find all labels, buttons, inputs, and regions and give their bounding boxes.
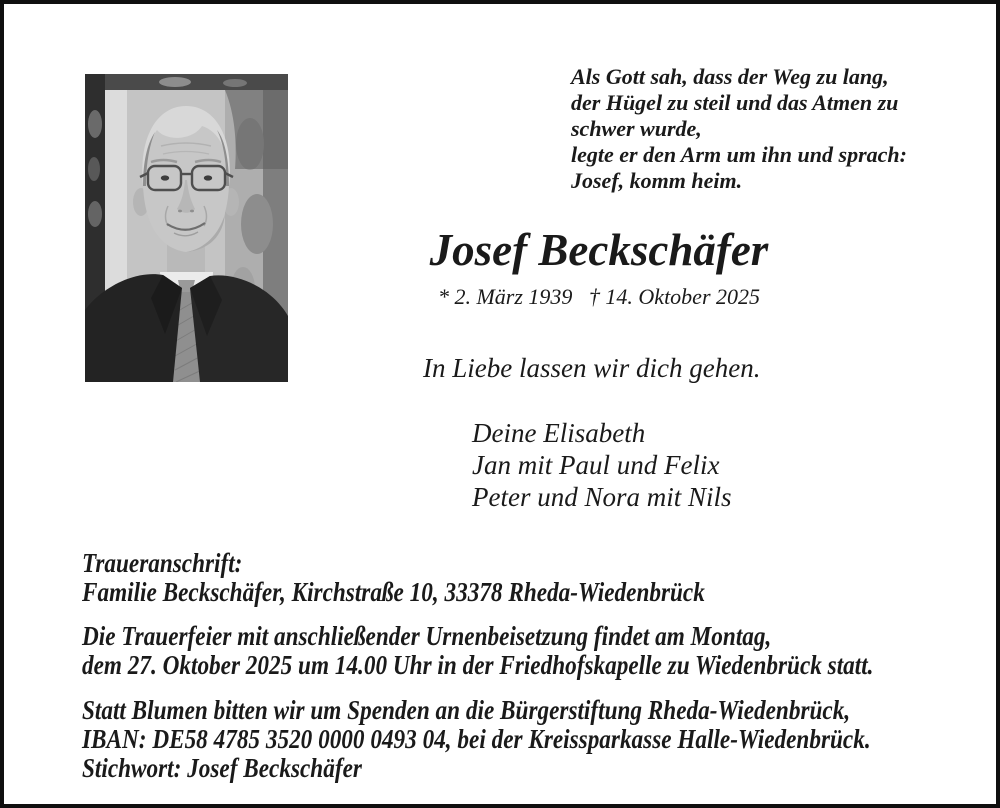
- poem-line: schwer wurde,: [571, 116, 702, 141]
- donation-line: Stichwort: Josef Beckschäfer: [82, 753, 362, 783]
- address-label: Traueranschrift:: [82, 548, 243, 578]
- service-line: Die Trauerfeier mit anschließender Urnenbeisetzung findet am Montag,: [82, 621, 772, 651]
- condolence-address: [82, 549, 705, 607]
- donation-line: IBAN: DE58 4785 3520 0000 0493 04, bei der Kreissparkasse Halle-Wiedenbrück.: [82, 724, 871, 754]
- poem-line: Als Gott sah, dass der Weg zu lang,: [571, 64, 889, 89]
- mourner-line: Deine Elisabeth: [472, 418, 646, 448]
- mourner-line: Jan mit Paul und Felix: [472, 450, 720, 480]
- memorial-poem: [571, 64, 907, 194]
- life-dates: * 2. März 1939 † 14. Oktober 2025: [437, 284, 761, 309]
- portrait-photo-graphic: [85, 74, 288, 382]
- service-info: [82, 622, 873, 680]
- donation-line: Statt Blumen bitten wir um Spenden an die Bürgerstiftung Rheda-Wiedenbrück,: [82, 695, 851, 725]
- poem-line: legte er den Arm um ihn und sprach:: [571, 142, 907, 167]
- service-line: dem 27. Oktober 2025 um 14.00 Uhr in der Friedhofskapelle zu Wiedenbrück statt.: [82, 650, 874, 680]
- mourners-list: [472, 417, 732, 513]
- poem-line: Josef, komm heim.: [571, 168, 743, 193]
- farewell-line: In Liebe lassen wir dich gehen.: [423, 353, 761, 383]
- mourner-line: Peter und Nora mit Nils: [472, 482, 732, 512]
- address-line: Familie Beckschäfer, Kirchstraße 10, 33378 Rheda-Wiedenbrück: [82, 577, 705, 607]
- portrait-photo: [85, 74, 288, 382]
- donation-info: [82, 696, 871, 783]
- deceased-name: Josef Beckschäfer: [429, 225, 769, 275]
- poem-line: der Hügel zu steil und das Atmen zu: [571, 90, 899, 115]
